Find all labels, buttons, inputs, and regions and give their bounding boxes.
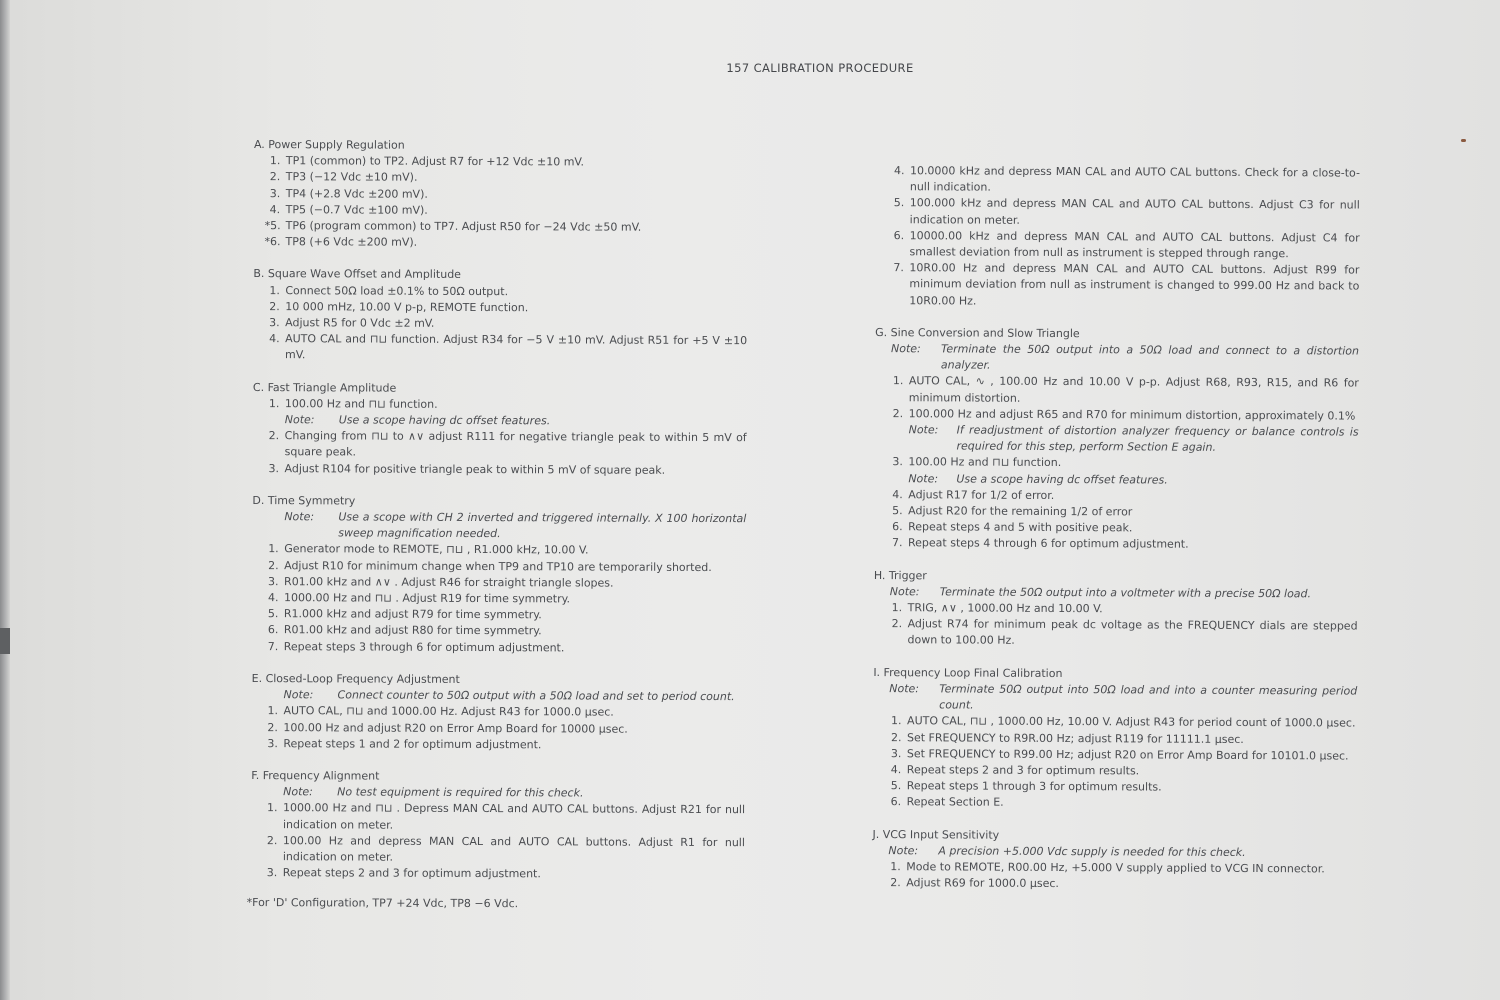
step-text: 100.00 Hz and ⊓⊔ function. [908,455,1062,470]
step-text: TRIG, ∧∨ , 1000.00 Hz and 10.00 V. [907,601,1103,616]
note-label: Note: [908,471,939,486]
note-label: Note: [890,342,921,356]
note-label: Note: [283,785,313,799]
step-text: Adjust R74 for minimum peak dc voltage as the FREQUENCY dials are stepped down to 100.00 Hz. [907,617,1358,648]
section-title: I. Frequency Loop Final Calibration [873,665,1063,680]
footnote: *For 'D' Configuration, TP7 +24 Vdc, TP8 −6 Vdc. [246,896,519,911]
section-title: C. Fast Triangle Amplitude [252,380,397,395]
step-number: 1. [892,374,904,388]
procedure-step-f [245,865,745,883]
procedure-step-f [245,833,745,868]
mounting-bracket [0,628,10,654]
note-text: Use a scope having dc offset features. [956,472,1168,487]
step-text: Repeat Section E. [906,795,1004,810]
step-text: TP5 (−0.7 Vdc ±100 mV). [285,202,428,217]
step-number: 1. [269,283,280,297]
step-text: Repeat steps 2 and 3 for optimum adjustment. [282,866,541,881]
procedure-step-b [247,331,747,366]
step-text: Repeat steps 2 and 3 for optimum results. [906,763,1140,778]
step-number: 2. [266,833,278,847]
step-text: Repeat steps 1 through 3 for optimum results. [906,779,1162,794]
procedure-step-g [866,535,1358,554]
step-number: 2. [890,876,901,890]
step-number: 3. [267,736,278,750]
procedure-step-f [868,195,1360,230]
step-number: 2. [268,558,279,572]
step-text: Adjust R20 for the remaining 1/2 of error [908,504,1133,519]
step-number: 2. [891,617,903,631]
step-text: Set FREQUENCY to R9R.00 Hz; adjust R119 for 11111.1 µsec. [906,730,1244,746]
step-text: 100.000 Hz and adjust R65 and R70 for minimum distortion, approximately 0.1% [908,407,1356,423]
step-text: TP4 (+2.8 Vdc ±200 mV). [285,186,428,201]
step-number: 2. [892,406,904,421]
procedure-step-j [864,875,1356,894]
section-f [245,768,745,884]
procedure-step-h [865,616,1357,651]
step-number: 6. [893,228,905,243]
step-text: TP6 (program common) to TP7. Adjust R50 for −24 Vdc ±50 mV. [285,219,642,234]
procedure-note [866,422,1358,457]
step-number: 1. [269,154,281,168]
step-number: 3. [268,461,280,475]
left-column [245,137,748,914]
note-text: A precision +5.000 Vdc supply is needed for this check. [938,844,1246,859]
section-title: E. Closed-Loop Frequency Adjustment [251,671,460,686]
section-b [247,266,747,365]
procedure-step-e [245,736,745,754]
procedure-step-f [867,228,1359,263]
step-text: 100.00 Hz and depress MAN CAL and AUTO CAL buttons. Adjust R1 for null indication on meter. [282,833,745,864]
step-text: 100.00 Hz and adjust R20 on Error Amp Board for 10000 µsec. [283,720,628,736]
note-label: Note: [889,682,920,696]
step-text: Adjust R17 for 1/2 of error. [908,488,1055,502]
step-text: R01.00 kHz and ∧∨ . Adjust R46 for straight triangle slopes. [284,575,614,590]
step-number: 6. [890,795,902,809]
note-label: Note: [888,843,919,857]
step-text: Generator mode to REMOTE, ⊓⊔ , R1.000 kHz, 10.00 V. [284,542,589,557]
procedure-note [867,341,1359,376]
step-number: 3. [269,316,280,330]
step-number: 2. [890,730,902,744]
page-title: 157 CALIBRATION PROCEDURE [726,61,914,75]
step-number: 2. [268,429,280,443]
note-label: Note: [889,584,920,599]
procedure-note [865,681,1357,716]
step-text: Connect 50Ω load ±0.1% to 50Ω output. [285,283,509,298]
step-text: Adjust R104 for positive triangle peak to within 5 mV of square peak. [284,461,666,477]
step-text: AUTO CAL, ⊓⊔ and 1000.00 Hz. Adjust R43 for 1000.0 µsec. [283,704,614,719]
section-title: F. Frequency Alignment [251,768,380,783]
section-h [865,568,1357,652]
step-text: Mode to REMOTE, R00.00 Hz, +5.000 V supply applied to VCG IN connector. [906,860,1325,876]
step-number: 4. [269,202,281,216]
screw-mark [1461,139,1466,142]
step-number: 1. [891,601,903,615]
procedure-step-f [867,260,1359,311]
section-title: J. VCG Input Sensitivity [872,827,1000,842]
note-text: No test equipment is required for this check. [337,785,584,800]
step-text: 10R0.00 Hz and depress MAN CAL and AUTO CAL buttons. Adjust R99 for minimum deviation from null as instrument is changed to 999.00 Hz and back to 10R0.00 Hz. [909,261,1360,308]
note-label: Note: [284,413,315,427]
step-text: R01.00 kHz and adjust R80 for time symmetry. [283,623,542,638]
step-text: AUTO CAL and ⊓⊔ function. Adjust R34 for −5 V ±10 mV. Adjust R51 for +5 V ±10 mV. [285,332,748,362]
note-text: Terminate the 50Ω output into a 50Ω load and connect to a distortion analyzer. [940,342,1360,372]
step-text: TP8 (+6 Vdc ±200 mV). [285,235,418,249]
step-number: *5. [264,219,281,233]
step-number: 4. [267,591,279,605]
step-number: 5. [892,504,903,518]
step-number: 1. [268,542,279,556]
step-number: 4. [892,487,903,502]
panel-edge [0,0,10,1000]
procedure-step-c [247,428,747,463]
note-label: Note: [284,510,315,524]
calibration-panel [10,0,1500,1000]
step-number: *6. [264,235,281,249]
step-number: 4. [269,332,280,346]
step-text: Changing from ⊓⊔ to ∧∨ adjust R111 for negative triangle peak to within 5 mV of square peak. [284,429,747,459]
procedure-step-c [247,461,747,479]
section-f-continued [867,163,1360,311]
step-text: Adjust R10 for minimum change when TP9 and TP10 are temporarily shorted. [284,558,712,574]
section-g [866,325,1359,554]
section-title: A. Power Supply Regulation [253,138,405,152]
step-text: Repeat steps 4 and 5 with positive peak. [908,520,1133,535]
step-text: 1000.00 Hz and ⊓⊔ . Adjust R19 for time symmetry. [283,591,571,606]
step-number: 7. [891,536,903,550]
step-text: R1.000 kHz and adjust R79 for time symmetry. [283,607,542,622]
step-number: 5. [893,196,905,210]
step-number: 4. [890,763,902,777]
note-label: Note: [908,423,939,437]
section-d [246,493,747,657]
step-number: 3. [892,455,903,469]
procedure-note [246,509,746,544]
step-number: 3. [890,746,902,760]
step-text: Repeat steps 4 through 6 for optimum adjustment. [907,536,1189,552]
step-text: 100.00 Hz and ⊓⊔ function. [284,397,438,411]
step-number: 1. [890,860,901,874]
step-text: Repeat steps 1 and 2 for optimum adjustment. [283,736,542,751]
step-number: 2. [267,720,278,734]
step-number: 1. [891,714,902,728]
step-number: 6. [267,623,279,637]
step-number: 7. [893,261,904,275]
procedure-step-a [248,234,748,252]
step-text: Adjust R5 for 0 Vdc ±2 mV. [285,316,435,330]
step-number: 1. [267,704,279,718]
note-text: If readjustment of distortion analyzer frequency or balance controls is required for this step, perform Section E again. [956,423,1359,455]
step-text: 10 000 mHz, 10.00 V p-p, REMOTE function. [285,299,529,315]
step-text: TP3 (−12 Vdc ±10 mV). [285,170,418,185]
section-c [247,380,747,479]
step-text: Adjust R69 for 1000.0 µsec. [906,876,1059,891]
note-text: Use a scope having dc offset features. [338,413,551,428]
step-number: 5. [890,779,902,793]
note-label: Note: [283,688,314,702]
step-text: TP1 (common) to TP2. Adjust R7 for +12 Vdc ±10 mV. [285,154,585,169]
note-text: Terminate 50Ω output into 50Ω load and into a counter measuring period count. [939,682,1358,712]
step-text: 10000.00 kHz and depress MAN CAL and AUTO CAL buttons. Adjust C4 for smallest deviation from null as instrument is stepped through range. [909,229,1360,261]
section-j [864,827,1356,894]
procedure-step-d [246,639,746,657]
note-text: Terminate the 50Ω output into a voltmeter with a precise 50Ω load. [939,585,1312,601]
section-a [248,137,748,253]
step-text: 100.000 kHz and depress MAN CAL and AUTO CAL buttons. Adjust C3 for null indication on meter. [909,196,1360,227]
step-text: Set FREQUENCY to R99.00 Hz; adjust R20 on Error Amp Board for 10101.0 µsec. [906,746,1349,763]
section-title: D. Time Symmetry [252,493,356,508]
note-text: Connect counter to 50Ω output with a 50Ω load and set to period count. [337,688,735,704]
step-number: 5. [267,607,279,621]
step-text: 1000.00 Hz and ⊓⊔ . Depress MAN CAL and AUTO CAL buttons. Adjust R21 for null indication on meter. [282,801,746,832]
step-text: 10.0000 kHz and depress MAN CAL and AUTO CAL buttons. Check for a close-to-null indication. [909,164,1360,194]
section-e [245,671,745,754]
right-column [864,163,1360,910]
step-text: AUTO CAL, ∿ , 100.00 Hz and 10.00 V p-p. Adjust R68, R93, R15, and R6 for minimum distortion. [908,374,1359,405]
step-number: 1. [267,801,278,815]
step-number: 1. [268,396,280,410]
step-number: 6. [892,520,903,534]
step-number: 3. [269,186,281,200]
section-title: H. Trigger [873,568,927,582]
procedure-step-f [868,163,1360,198]
section-title: B. Square Wave Offset and Amplitude [253,267,461,282]
section-title: G. Sine Conversion and Slow Triangle [875,325,1080,340]
step-text: Repeat steps 3 through 6 for optimum adjustment. [283,639,565,655]
procedure-step-g [867,373,1359,408]
step-number: 3. [266,866,278,880]
procedure-step-f [245,800,745,835]
step-number: 7. [267,639,279,653]
note-text: Use a scope with CH 2 inverted and triggered internally. X 100 horizontal sweep magnification needed. [338,510,747,541]
step-number: 2. [269,299,280,313]
step-number: 2. [269,170,281,184]
step-text: AUTO CAL, ⊓⊔ , 1000.00 Hz, 10.00 V. Adjust R43 for period count of 1000.0 µsec. [907,714,1356,730]
step-number: 3. [268,574,279,589]
section-i [865,665,1358,813]
procedure-step-i [865,794,1357,813]
step-number: 4. [893,164,905,178]
